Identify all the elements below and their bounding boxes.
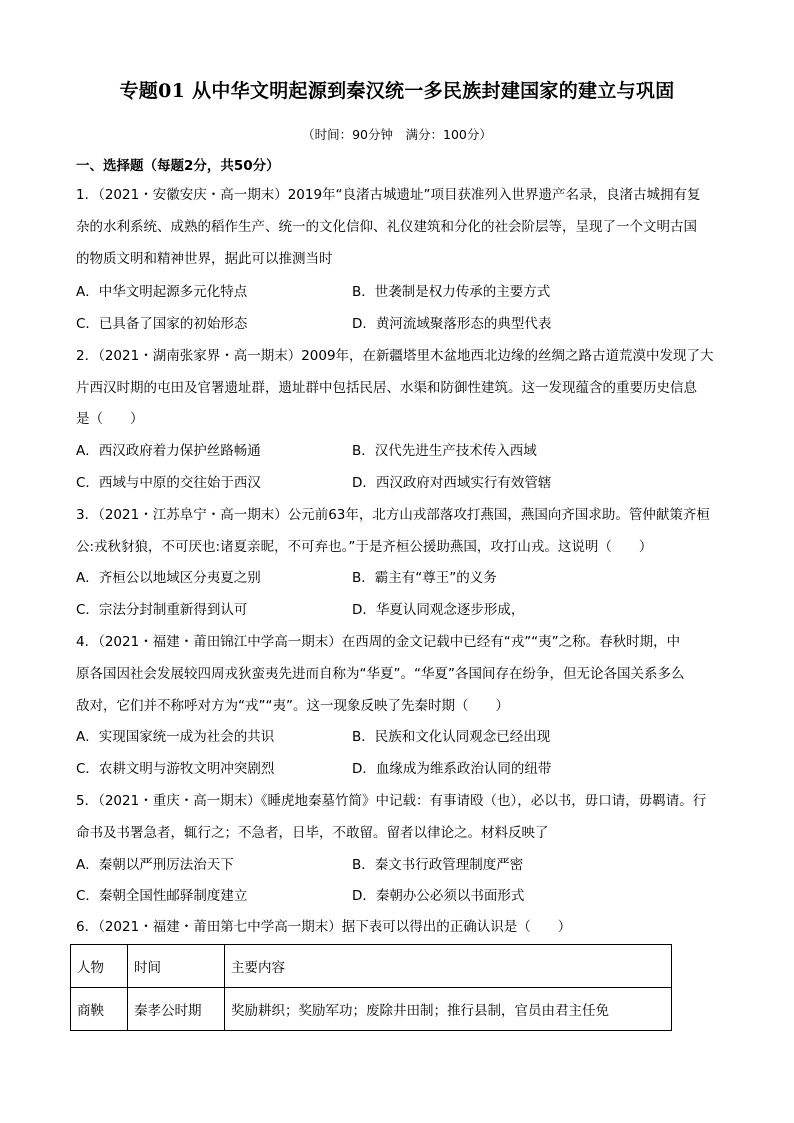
question-4-option-d: D．血缘成为维系政治认同的纽带 (352, 761, 552, 777)
question-3-option-d: D．华夏认同观念逐步形成， (352, 602, 525, 618)
question-6-line-1: 6．（2021・福建・莆田第七中学高一期末）据下表可以得出的正确认识是（ ） (76, 919, 572, 935)
question-4-option-b: B．民族和文化认同观念已经出现 (352, 729, 551, 745)
question-2-option-d: D．西汉政府对西域实行有效管辖 (352, 475, 552, 491)
page-title: 专题01 从中华文明起源到秦汉统一多民族封建国家的建立与巩固 (119, 80, 675, 102)
table-row (71, 988, 672, 1031)
exam-info: （时间：90分钟 满分：100分） (302, 127, 492, 142)
reform-table (70, 944, 672, 1031)
question-5-option-b: B．秦文书行政管理制度严密 (352, 857, 524, 873)
question-1-line-1: 1．（2021・安徽安庆・高一期末）2019年“良渚古城遗址”项目获准列入世界遗产名录，良渚古城拥有复 (76, 187, 701, 203)
question-5-option-d: D．秦朝办公必须以书面形式 (352, 888, 525, 904)
table-header-cell: 主要内容 (225, 945, 672, 988)
question-3-option-b: B．霸主有“尊王”的义务 (352, 570, 497, 586)
question-4-line-1: 4．（2021・福建・莆田锦江中学高一期末）在西周的金文记载中已经有“戎”“夷”之称。春秋时期，中 (76, 634, 681, 650)
question-3-line-1: 3．（2021・江苏阜宁・高一期末）公元前63年，北方山戎部落攻打燕国，燕国向齐国求助。管仲献策齐桓 (76, 507, 710, 523)
question-2-option-b: B．汉代先进生产技术传入西域 (352, 443, 537, 459)
question-1-option-c: C．已具备了国家的初始形态 (76, 316, 248, 332)
table-cell: 奖励耕织；奖励军功；废除井田制；推行县制，官员由君主任免 (225, 988, 672, 1031)
question-2-line-1: 2．（2021・湖南张家界・高一期末）2009年，在新疆塔里木盆地西北边缘的丝绸之路古道荒漠中发现了大 (76, 348, 714, 364)
question-4-line-2: 原各国因社会发展较四周戎狄蛮夷先进而自称为“华夏”。“华夏”各国间存在纷争，但无论各国关系多么 (76, 666, 685, 682)
table-header-row (71, 945, 672, 988)
table-cell: 秦孝公时期 (128, 988, 225, 1031)
table-header-cell: 时间 (128, 945, 225, 988)
question-5-line-1: 5．（2021・重庆・高一期末）《睡虎地秦墓竹简》中记载：有事请殴（也），必以书，毋口请，毋羁请。行 (76, 793, 707, 809)
question-2-option-c: C．西域与中原的交往始于西汉 (76, 475, 261, 491)
question-5-option-c: C．秦朝全国性邮驿制度建立 (76, 888, 248, 904)
question-3-line-2: 公:戎秋豺狼，不可厌也:诸夏亲昵，不可弃也。”于是齐桓公援助燕国，攻打山戎。这说明（ ） (76, 539, 653, 555)
table-cell: 商鞅 (71, 988, 128, 1031)
question-2-line-3: 是（ ） (76, 411, 144, 427)
question-2-line-2: 片西汉时期的屯田及官署遗址群，遗址群中包括民居、水渠和防御性建筑。这一发现蕴含的重要历史信息 (76, 380, 697, 396)
section-heading: 一、选择题（每题2分，共50分） (76, 158, 280, 174)
question-3-option-a: A．齐桓公以地域区分夷夏之别 (76, 570, 261, 586)
question-1-option-b: B．世袭制是权力传承的主要方式 (352, 284, 551, 300)
question-1-line-2: 杂的水利系统、成熟的稻作生产、统一的文化信仰、礼仪建筑和分化的社会阶层等，呈现了一个文明古国 (76, 219, 697, 235)
question-2-option-a: A．西汉政府着力保护丝路畅通 (76, 443, 261, 459)
question-5-option-a: A．秦朝以严刑厉法治天下 (76, 857, 234, 873)
question-3-option-c: C．宗法分封制重新得到认可 (76, 602, 248, 618)
question-4-option-c: C．农耕文明与游牧文明冲突剧烈 (76, 761, 275, 777)
question-1-option-d: D．黄河流域聚落形态的典型代表 (352, 316, 552, 332)
table-header-cell: 人物 (71, 945, 128, 988)
question-4-line-3: 敌对，它们并不称呼对方为“戎”“夷”。这一现象反映了先秦时期（ ） (76, 698, 509, 714)
question-4-option-a: A．实现国家统一成为社会的共识 (76, 729, 275, 745)
question-1-line-3: 的物质文明和精神世界，据此可以推测当时 (76, 251, 333, 267)
question-5-line-2: 命书及书署急者，辄行之；不急者，日毕，不敢留。留者以律论之。材料反映了 (76, 825, 549, 841)
question-1-option-a: A．中华文明起源多元化特点 (76, 284, 248, 300)
